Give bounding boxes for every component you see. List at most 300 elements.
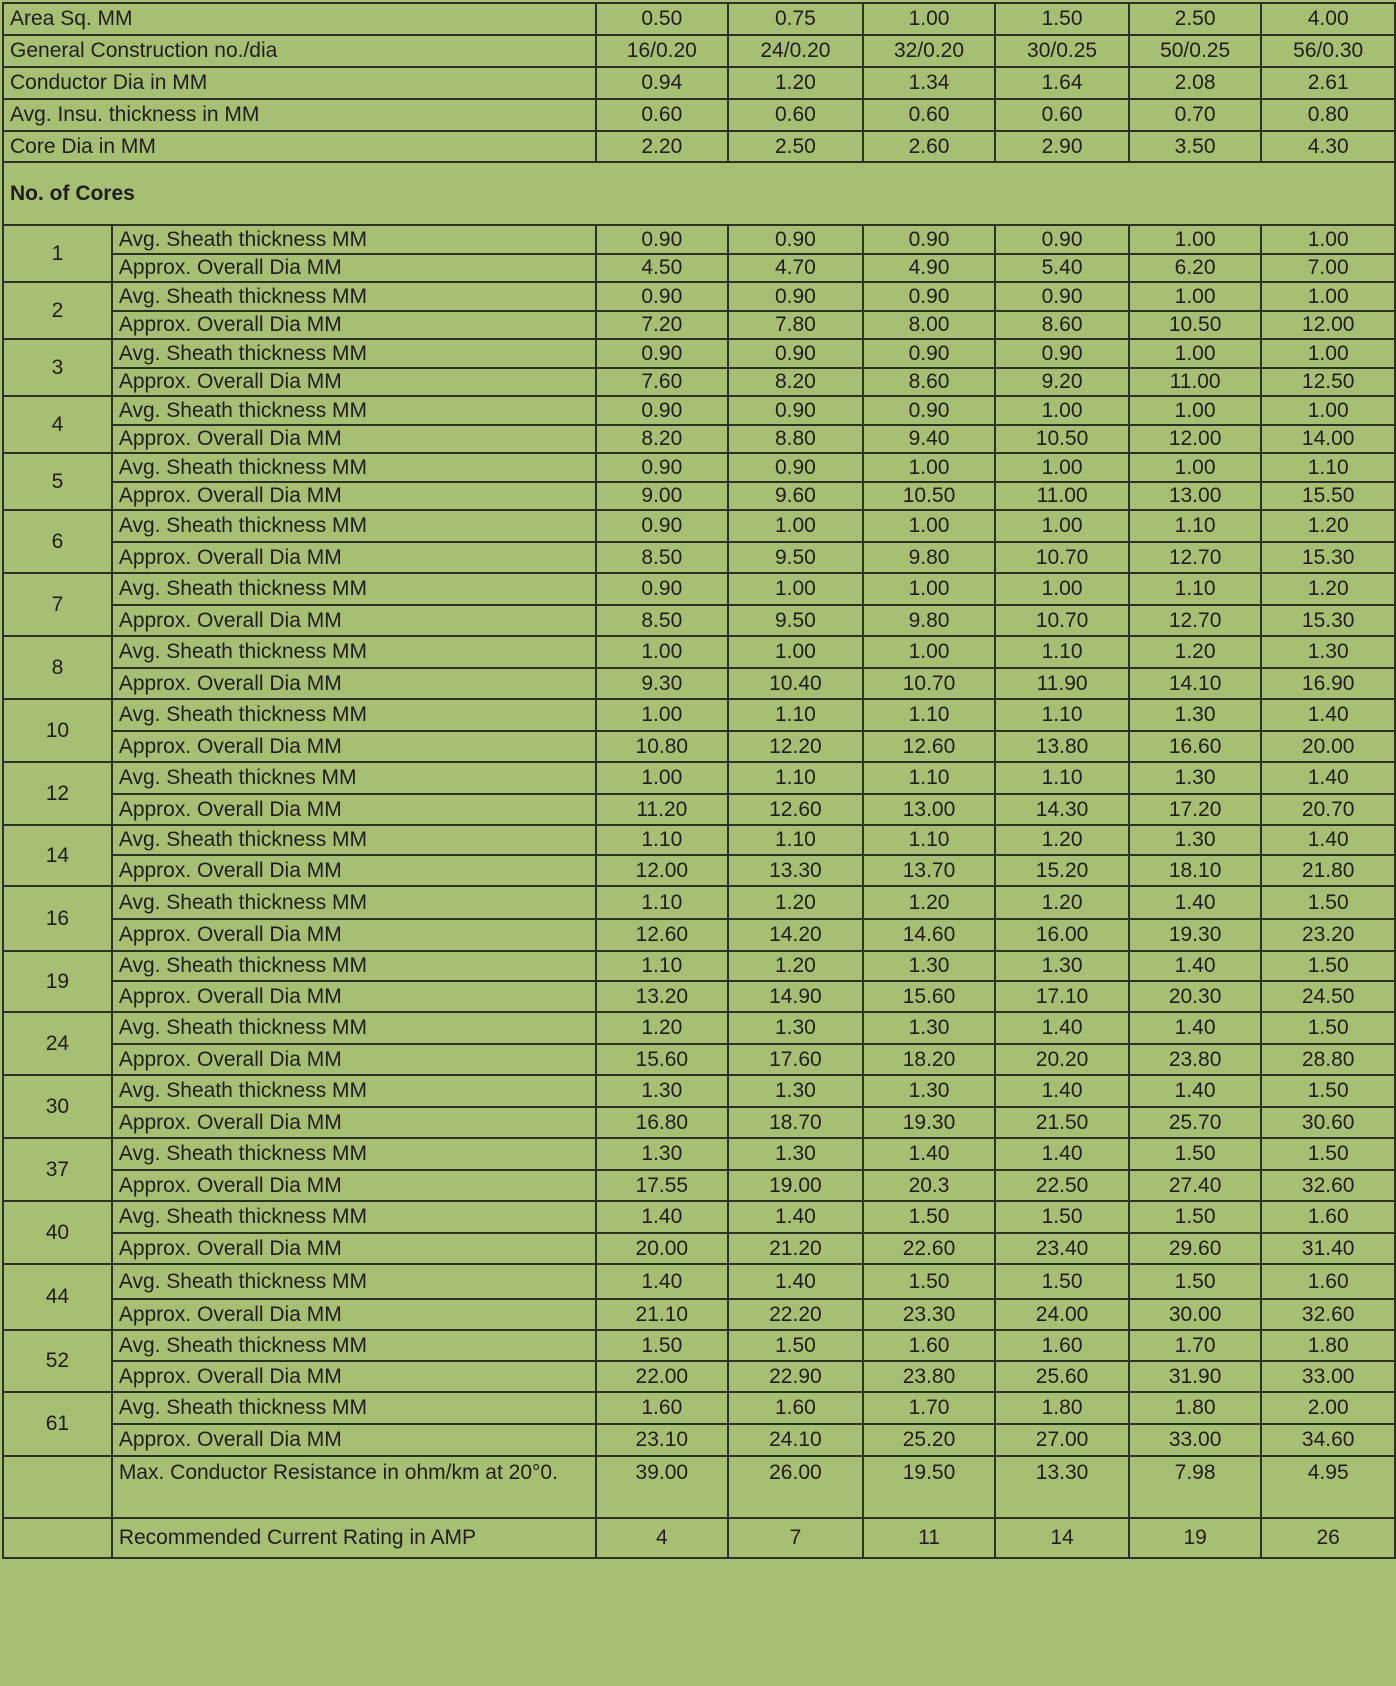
sheath-value: 0.90: [728, 453, 863, 482]
overall-dia-value: 25.60: [995, 1361, 1129, 1392]
sheath-value: 1.00: [1129, 396, 1262, 425]
overall-dia-value: 10.50: [863, 482, 996, 510]
sheath-value: 1.40: [596, 1264, 729, 1299]
overall-dia-value: 7.00: [1261, 254, 1395, 282]
overall-dia-value: 24.50: [1261, 981, 1395, 1012]
sheath-value: 0.90: [596, 510, 729, 542]
sheath-value: 1.60: [1261, 1201, 1395, 1233]
overall-dia-value: 10.40: [728, 668, 863, 699]
overall-dia-row: [3, 1233, 1395, 1264]
property-value: 16/0.20: [596, 35, 729, 67]
sheath-value: 0.90: [596, 573, 729, 605]
sheath-value: 1.00: [863, 636, 996, 668]
property-value: 0.80: [1261, 99, 1395, 131]
sheath-value: 1.40: [728, 1264, 863, 1299]
resistance-row: [3, 1456, 1395, 1518]
sheath-row: [3, 1392, 1395, 1424]
sheath-label: Avg. Sheath thickness MM: [112, 1264, 596, 1299]
sheath-label: Avg. Sheath thickness MM: [112, 396, 596, 425]
overall-dia-value: 11.20: [596, 794, 729, 825]
overall-dia-value: 9.00: [596, 482, 729, 510]
sheath-value: 1.00: [863, 453, 996, 482]
core-count: 30: [3, 1075, 112, 1138]
overall-dia-label: Approx. Overall Dia MM: [112, 311, 596, 339]
sheath-value: 1.20: [995, 825, 1129, 855]
sheath-value: 1.00: [1129, 453, 1262, 482]
overall-dia-value: 15.50: [1261, 482, 1395, 510]
overall-dia-value: 14.00: [1261, 425, 1395, 453]
overall-dia-value: 7.80: [728, 311, 863, 339]
overall-dia-value: 17.60: [728, 1044, 863, 1075]
overall-dia-value: 22.90: [728, 1361, 863, 1392]
overall-dia-value: 20.00: [596, 1233, 729, 1264]
overall-dia-value: 9.20: [995, 368, 1129, 396]
overall-dia-value: 14.90: [728, 981, 863, 1012]
overall-dia-value: 23.30: [863, 1299, 996, 1330]
property-row: [3, 3, 1395, 35]
overall-dia-row: [3, 1361, 1395, 1392]
resistance-value: 19.50: [863, 1456, 996, 1518]
overall-dia-value: 20.3: [863, 1170, 996, 1201]
overall-dia-value: 27.40: [1129, 1170, 1262, 1201]
overall-dia-value: 22.00: [596, 1361, 729, 1392]
core-count: 12: [3, 762, 112, 825]
property-value: 2.08: [1129, 67, 1262, 99]
core-count: 44: [3, 1264, 112, 1330]
overall-dia-value: 10.50: [1129, 311, 1262, 339]
sheath-value: 1.30: [863, 1075, 996, 1107]
overall-dia-value: 4.70: [728, 254, 863, 282]
property-value: 1.50: [995, 3, 1129, 35]
overall-dia-row: [3, 425, 1395, 453]
property-label: Area Sq. MM: [3, 3, 596, 35]
sheath-value: 1.00: [995, 510, 1129, 542]
core-count: 40: [3, 1201, 112, 1264]
overall-dia-value: 14.60: [863, 919, 996, 951]
overall-dia-value: 25.70: [1129, 1107, 1262, 1138]
sheath-value: 1.10: [995, 762, 1129, 794]
overall-dia-value: 9.40: [863, 425, 996, 453]
sheath-row: [3, 1330, 1395, 1361]
property-label: Conductor Dia in MM: [3, 67, 596, 99]
overall-dia-value: 9.80: [863, 542, 996, 573]
overall-dia-value: 10.50: [995, 425, 1129, 453]
sheath-value: 1.60: [1261, 1264, 1395, 1299]
overall-dia-value: 21.50: [995, 1107, 1129, 1138]
overall-dia-value: 21.80: [1261, 855, 1395, 886]
overall-dia-row: [3, 605, 1395, 636]
core-count: 37: [3, 1138, 112, 1201]
sheath-value: 1.30: [995, 951, 1129, 981]
overall-dia-row: [3, 1107, 1395, 1138]
overall-dia-value: 15.20: [995, 855, 1129, 886]
sheath-value: 1.30: [728, 1075, 863, 1107]
overall-dia-label: Approx. Overall Dia MM: [112, 1044, 596, 1075]
sheath-value: 2.00: [1261, 1392, 1395, 1424]
sheath-label: Avg. Sheath thickness MM: [112, 1330, 596, 1361]
overall-dia-row: [3, 1299, 1395, 1330]
overall-dia-label: Approx. Overall Dia MM: [112, 254, 596, 282]
overall-dia-value: 12.00: [596, 855, 729, 886]
sheath-value: 1.40: [995, 1075, 1129, 1107]
sheath-value: 1.30: [728, 1012, 863, 1044]
sheath-value: 1.30: [1261, 636, 1395, 668]
overall-dia-value: 23.10: [596, 1424, 729, 1456]
overall-dia-value: 10.80: [596, 731, 729, 762]
overall-dia-value: 7.20: [596, 311, 729, 339]
sheath-value: 1.20: [1261, 510, 1395, 542]
overall-dia-value: 12.60: [863, 731, 996, 762]
sheath-row: [3, 225, 1395, 254]
overall-dia-value: 14.20: [728, 919, 863, 951]
overall-dia-value: 8.50: [596, 605, 729, 636]
overall-dia-value: 8.60: [863, 368, 996, 396]
sheath-value: 1.40: [1129, 886, 1262, 919]
overall-dia-label: Approx. Overall Dia MM: [112, 668, 596, 699]
sheath-value: 1.60: [863, 1330, 996, 1361]
overall-dia-value: 31.40: [1261, 1233, 1395, 1264]
resistance-value: 13.30: [995, 1456, 1129, 1518]
sheath-value: 1.50: [863, 1264, 996, 1299]
sheath-value: 1.10: [863, 762, 996, 794]
overall-dia-value: 10.70: [863, 668, 996, 699]
sheath-value: 1.40: [596, 1201, 729, 1233]
overall-dia-value: 31.90: [1129, 1361, 1262, 1392]
sheath-value: 0.90: [863, 339, 996, 368]
overall-dia-value: 13.30: [728, 855, 863, 886]
property-value: 0.70: [1129, 99, 1262, 131]
sheath-value: 0.90: [863, 225, 996, 254]
overall-dia-label: Approx. Overall Dia MM: [112, 542, 596, 573]
sheath-value: 0.90: [596, 225, 729, 254]
sheath-value: 1.20: [1261, 573, 1395, 605]
current-rating-label: Recommended Current Rating in AMP: [112, 1518, 596, 1558]
sheath-value: 1.30: [863, 1012, 996, 1044]
current-rating-row: [3, 1518, 1395, 1558]
overall-dia-value: 34.60: [1261, 1424, 1395, 1456]
current-rating-value: 4: [596, 1518, 729, 1558]
sheath-label: Avg. Sheath thickness MM: [112, 886, 596, 919]
property-value: 2.50: [1129, 3, 1262, 35]
sheath-value: 1.10: [728, 699, 863, 731]
property-value: 24/0.20: [728, 35, 863, 67]
property-value: 30/0.25: [995, 35, 1129, 67]
overall-dia-label: Approx. Overall Dia MM: [112, 605, 596, 636]
overall-dia-label: Approx. Overall Dia MM: [112, 794, 596, 825]
core-count: 16: [3, 886, 112, 951]
sheath-label: Avg. Sheath thickness MM: [112, 1392, 596, 1424]
sheath-value: 0.90: [596, 396, 729, 425]
overall-dia-label: Approx. Overall Dia MM: [112, 1361, 596, 1392]
overall-dia-value: 22.60: [863, 1233, 996, 1264]
overall-dia-row: [3, 368, 1395, 396]
property-value: 0.94: [596, 67, 729, 99]
overall-dia-value: 12.70: [1129, 605, 1262, 636]
overall-dia-label: Approx. Overall Dia MM: [112, 1170, 596, 1201]
sheath-value: 1.00: [1261, 396, 1395, 425]
overall-dia-value: 8.00: [863, 311, 996, 339]
sheath-value: 1.20: [1129, 636, 1262, 668]
overall-dia-value: 19.30: [863, 1107, 996, 1138]
sheath-value: 1.80: [1261, 1330, 1395, 1361]
resistance-value: 4.95: [1261, 1456, 1395, 1518]
core-count: 10: [3, 699, 112, 762]
sheath-label: Avg. Sheath thickness MM: [112, 1012, 596, 1044]
property-label: Core Dia in MM: [3, 131, 596, 162]
property-value: 1.64: [995, 67, 1129, 99]
sheath-value: 1.50: [995, 1264, 1129, 1299]
sheath-value: 1.00: [1129, 282, 1262, 311]
sheath-value: 1.40: [1261, 699, 1395, 731]
overall-dia-value: 12.70: [1129, 542, 1262, 573]
core-count: 8: [3, 636, 112, 699]
overall-dia-value: 24.00: [995, 1299, 1129, 1330]
overall-dia-value: 33.00: [1261, 1361, 1395, 1392]
property-row: [3, 99, 1395, 131]
overall-dia-row: [3, 1170, 1395, 1201]
sheath-value: 1.30: [1129, 762, 1262, 794]
overall-dia-value: 8.20: [596, 425, 729, 453]
sheath-value: 1.50: [1261, 1075, 1395, 1107]
sheath-row: [3, 1138, 1395, 1170]
property-label: General Construction no./dia: [3, 35, 596, 67]
overall-dia-value: 9.50: [728, 542, 863, 573]
overall-dia-value: 28.80: [1261, 1044, 1395, 1075]
overall-dia-value: 10.70: [995, 605, 1129, 636]
overall-dia-value: 30.00: [1129, 1299, 1262, 1330]
overall-dia-value: 25.20: [863, 1424, 996, 1456]
sheath-value: 1.50: [596, 1330, 729, 1361]
property-value: 0.75: [728, 3, 863, 35]
sheath-value: 1.30: [596, 1138, 729, 1170]
property-value: 2.90: [995, 131, 1129, 162]
sheath-value: 0.90: [728, 396, 863, 425]
sheath-row: [3, 573, 1395, 605]
overall-dia-value: 8.80: [728, 425, 863, 453]
sheath-row: [3, 1075, 1395, 1107]
sheath-value: 0.90: [596, 282, 729, 311]
sheath-row: [3, 951, 1395, 981]
sheath-value: 1.00: [863, 573, 996, 605]
overall-dia-value: 4.50: [596, 254, 729, 282]
sheath-value: 0.90: [863, 282, 996, 311]
overall-dia-value: 9.50: [728, 605, 863, 636]
sheath-label: Avg. Sheath thickness MM: [112, 453, 596, 482]
current-rating-value: 11: [863, 1518, 996, 1558]
overall-dia-row: [3, 1044, 1395, 1075]
core-count: 2: [3, 282, 112, 339]
overall-dia-value: 16.60: [1129, 731, 1262, 762]
overall-dia-value: 21.20: [728, 1233, 863, 1264]
overall-dia-value: 33.00: [1129, 1424, 1262, 1456]
overall-dia-row: [3, 731, 1395, 762]
sheath-value: 1.40: [1129, 1075, 1262, 1107]
sheath-value: 1.00: [728, 510, 863, 542]
overall-dia-label: Approx. Overall Dia MM: [112, 731, 596, 762]
sheath-value: 1.00: [995, 453, 1129, 482]
overall-dia-label: Approx. Overall Dia MM: [112, 981, 596, 1012]
sheath-value: 1.20: [863, 886, 996, 919]
core-count: 61: [3, 1392, 112, 1456]
overall-dia-value: 17.10: [995, 981, 1129, 1012]
sheath-value: 1.20: [995, 886, 1129, 919]
sheath-value: 1.00: [728, 573, 863, 605]
overall-dia-label: Approx. Overall Dia MM: [112, 1299, 596, 1330]
sheath-value: 0.90: [995, 282, 1129, 311]
overall-dia-value: 13.00: [863, 794, 996, 825]
sheath-value: 1.10: [596, 886, 729, 919]
overall-dia-value: 13.80: [995, 731, 1129, 762]
property-value: 1.34: [863, 67, 996, 99]
sheath-value: 1.50: [863, 1201, 996, 1233]
overall-dia-value: 12.00: [1129, 425, 1262, 453]
sheath-row: [3, 282, 1395, 311]
overall-dia-value: 13.00: [1129, 482, 1262, 510]
property-value: 0.60: [728, 99, 863, 131]
overall-dia-value: 19.30: [1129, 919, 1262, 951]
sheath-value: 1.40: [1261, 825, 1395, 855]
current-rating-value: 26: [1261, 1518, 1395, 1558]
overall-dia-value: 23.80: [1129, 1044, 1262, 1075]
sheath-value: 1.10: [1261, 453, 1395, 482]
sheath-value: 1.20: [728, 951, 863, 981]
overall-dia-value: 11.90: [995, 668, 1129, 699]
property-value: 0.60: [863, 99, 996, 131]
overall-dia-value: 32.60: [1261, 1170, 1395, 1201]
core-count: 24: [3, 1012, 112, 1075]
overall-dia-value: 17.20: [1129, 794, 1262, 825]
sheath-label: Avg. Sheath thickness MM: [112, 573, 596, 605]
sheath-value: 1.40: [1129, 951, 1262, 981]
overall-dia-value: 9.60: [728, 482, 863, 510]
overall-dia-row: [3, 981, 1395, 1012]
sheath-value: 1.20: [728, 886, 863, 919]
current-rating-value: 7: [728, 1518, 863, 1558]
overall-dia-value: 9.80: [863, 605, 996, 636]
overall-dia-row: [3, 855, 1395, 886]
overall-dia-value: 23.80: [863, 1361, 996, 1392]
sheath-value: 1.50: [1261, 886, 1395, 919]
overall-dia-label: Approx. Overall Dia MM: [112, 919, 596, 951]
blank-cell: [3, 1518, 112, 1558]
sheath-value: 0.90: [995, 225, 1129, 254]
property-value: 50/0.25: [1129, 35, 1262, 67]
sheath-value: 1.30: [1129, 699, 1262, 731]
property-value: 1.20: [728, 67, 863, 99]
section-row: [3, 162, 1395, 225]
cable-spec-table: [2, 2, 1396, 1559]
overall-dia-row: [3, 668, 1395, 699]
property-value: 4.00: [1261, 3, 1395, 35]
overall-dia-value: 16.80: [596, 1107, 729, 1138]
sheath-value: 1.40: [1129, 1012, 1262, 1044]
overall-dia-value: 32.60: [1261, 1299, 1395, 1330]
overall-dia-value: 5.40: [995, 254, 1129, 282]
overall-dia-label: Approx. Overall Dia MM: [112, 1424, 596, 1456]
overall-dia-value: 24.10: [728, 1424, 863, 1456]
sheath-value: 1.10: [1129, 573, 1262, 605]
sheath-value: 1.00: [995, 573, 1129, 605]
sheath-label: Avg. Sheath thickness MM: [112, 951, 596, 981]
sheath-value: 1.10: [863, 825, 996, 855]
sheath-value: 1.10: [1129, 510, 1262, 542]
sheath-value: 1.40: [995, 1138, 1129, 1170]
overall-dia-value: 20.70: [1261, 794, 1395, 825]
overall-dia-value: 16.90: [1261, 668, 1395, 699]
sheath-value: 1.00: [1261, 339, 1395, 368]
property-row: [3, 67, 1395, 99]
property-value: 32/0.20: [863, 35, 996, 67]
sheath-label: Avg. Sheath thickness MM: [112, 339, 596, 368]
overall-dia-value: 22.50: [995, 1170, 1129, 1201]
overall-dia-value: 15.30: [1261, 605, 1395, 636]
overall-dia-label: Approx. Overall Dia MM: [112, 425, 596, 453]
core-count: 4: [3, 396, 112, 453]
overall-dia-value: 18.10: [1129, 855, 1262, 886]
sheath-label: Avg. Sheath thickness MM: [112, 636, 596, 668]
core-count: 6: [3, 510, 112, 573]
table-body: [3, 3, 1395, 1558]
sheath-row: [3, 636, 1395, 668]
resistance-value: 7.98: [1129, 1456, 1262, 1518]
sheath-value: 1.70: [1129, 1330, 1262, 1361]
overall-dia-row: [3, 254, 1395, 282]
overall-dia-value: 22.20: [728, 1299, 863, 1330]
property-label: Avg. Insu. thickness in MM: [3, 99, 596, 131]
overall-dia-value: 15.60: [596, 1044, 729, 1075]
sheath-value: 1.50: [1129, 1138, 1262, 1170]
sheath-value: 1.00: [1261, 225, 1395, 254]
overall-dia-row: [3, 919, 1395, 951]
sheath-value: 1.40: [1261, 762, 1395, 794]
overall-dia-value: 16.00: [995, 919, 1129, 951]
property-value: 56/0.30: [1261, 35, 1395, 67]
overall-dia-value: 18.20: [863, 1044, 996, 1075]
overall-dia-value: 15.30: [1261, 542, 1395, 573]
overall-dia-value: 20.30: [1129, 981, 1262, 1012]
sheath-value: 1.10: [995, 699, 1129, 731]
sheath-label: Avg. Sheath thickness MM: [112, 1075, 596, 1107]
sheath-value: 1.00: [596, 636, 729, 668]
property-value: 2.61: [1261, 67, 1395, 99]
sheath-label: Avg. Sheath thicknes MM: [112, 762, 596, 794]
sheath-value: 1.80: [995, 1392, 1129, 1424]
sheath-value: 1.50: [1261, 951, 1395, 981]
section-title: No. of Cores: [3, 162, 1395, 225]
sheath-label: Avg. Sheath thickness MM: [112, 1138, 596, 1170]
sheath-value: 1.10: [596, 951, 729, 981]
sheath-value: 1.40: [863, 1138, 996, 1170]
overall-dia-value: 8.50: [596, 542, 729, 573]
overall-dia-value: 8.60: [995, 311, 1129, 339]
sheath-value: 1.60: [596, 1392, 729, 1424]
overall-dia-value: 17.55: [596, 1170, 729, 1201]
overall-dia-value: 23.20: [1261, 919, 1395, 951]
property-row: [3, 35, 1395, 67]
resistance-value: 39.00: [596, 1456, 729, 1518]
overall-dia-value: 12.20: [728, 731, 863, 762]
sheath-value: 1.10: [596, 825, 729, 855]
property-value: 0.60: [995, 99, 1129, 131]
core-count: 14: [3, 825, 112, 886]
overall-dia-row: [3, 482, 1395, 510]
property-value: 4.30: [1261, 131, 1395, 162]
sheath-label: Avg. Sheath thickness MM: [112, 825, 596, 855]
overall-dia-value: 11.00: [995, 482, 1129, 510]
core-count: 3: [3, 339, 112, 396]
property-value: 2.50: [728, 131, 863, 162]
overall-dia-label: Approx. Overall Dia MM: [112, 855, 596, 886]
